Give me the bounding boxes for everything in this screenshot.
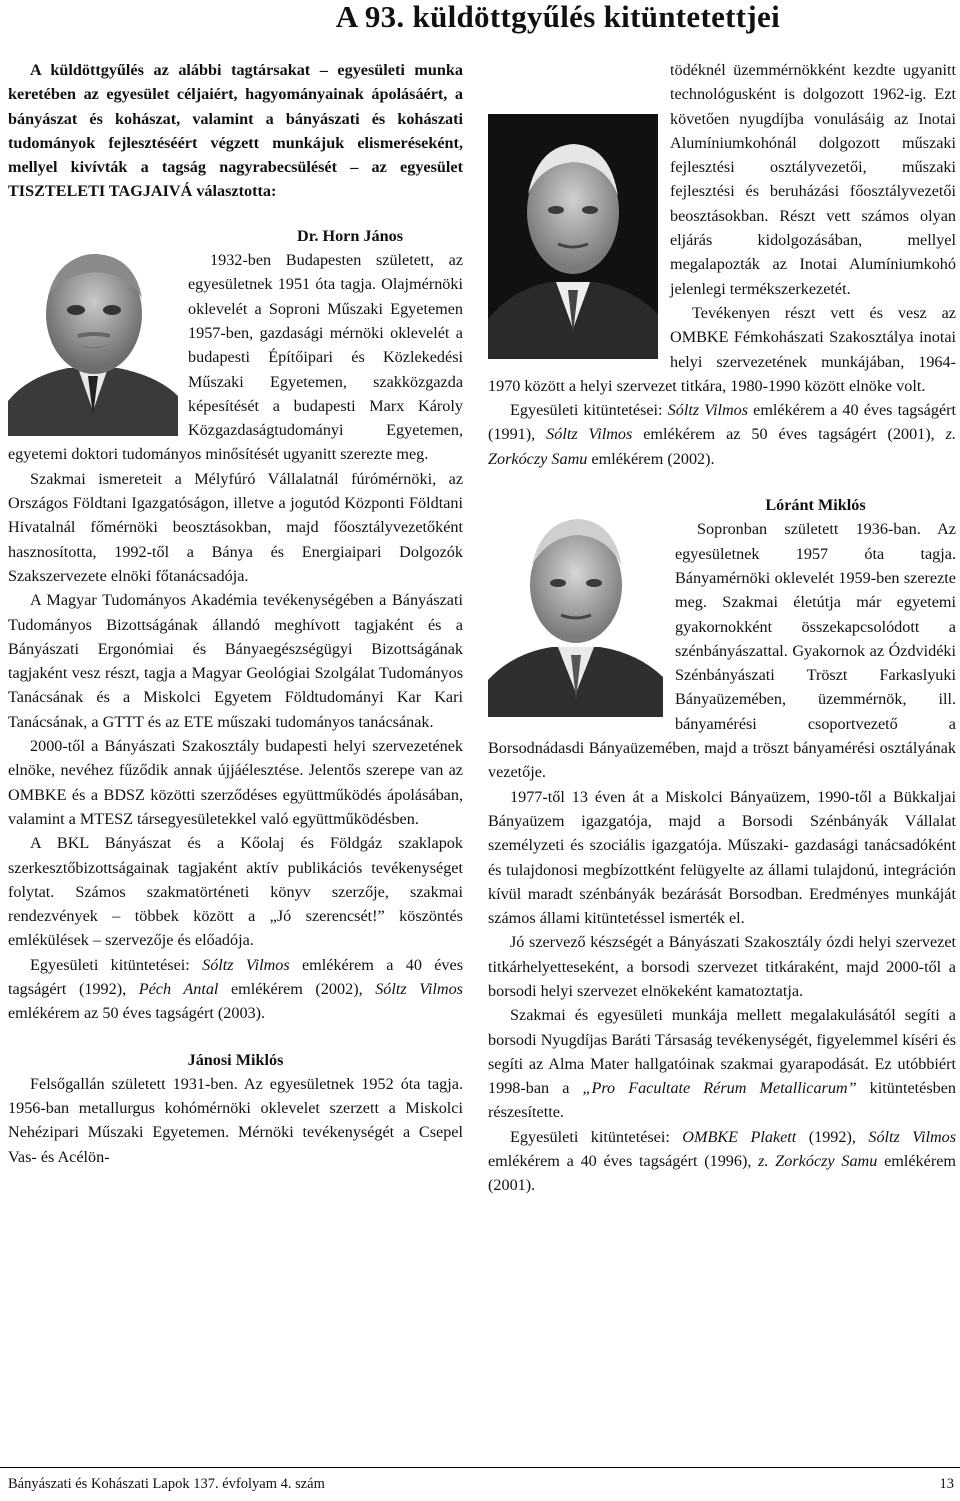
janosi-awards: Egyesületi kitüntetései: Sóltz Vilmos emlékérem a 40 éves tagságért (1991), Sóltz Vilmos emlékérem az 50 éves tagságért (2001), z. Zorkóczy Samu emlékérem (2002). <box>488 401 957 468</box>
portrait-horn-image <box>8 236 178 436</box>
right-column <box>488 58 956 1198</box>
janosi-paragraph-1-left: Felsőgallán született 1931-ben. Az egyesületnek 1952 óta tagja. 1956-ban metallurgus kohómérnöki oklevelet szerzett a Miskolci Nehézipari Műszaki Egyetemen. Mérnöki tevékenységét a Csepel Vas- és Acélön- <box>8 1074 463 1166</box>
name-lorant-miklos: Lóránt Miklós <box>765 496 866 515</box>
page-number: 13 <box>939 1476 954 1492</box>
portrait-lorant-image <box>488 495 663 717</box>
horn-awards: Egyesületi kitüntetései: Sóltz Vilmos emlékérem a 40 éves tagságért (1992), Péch Antal emlékérem (2002), Sóltz Vilmos emlékérem az 50 éves tagságért (2003). <box>8 955 463 1023</box>
horn-paragraph-3: A Magyar Tudományos Akadémia tevékenységében a Bányászati Tudományos Bizottságának állandó meghívott tagjaként és a Bányászati Ergonómiai és Bányaegészségügyi Bizottságának tagjaként vesz részt, tagja a Magyar Geológiai Szolgálat Tudományos Tanácsának és a Miskolci Egyetem Földtudományi Kar Kari Tanácsának, a GTTT és az ETE műszaki tudományos tanácsának. <box>8 591 463 731</box>
lorant-awards: Egyesületi kitüntetései: OMBKE Plakett (1992), Sóltz Vilmos emlékérem a 40 éves tagságért (1996), z. Zorkóczy Samu emlékérem (2001). <box>488 1127 957 1195</box>
name-horn-janos: Dr. Horn János <box>297 226 403 245</box>
lorant-paragraph-3: Jó szervező készségét a Bányászati Szakosztály ózdi helyi szervezet titkárhelyetteseként, a borsodi szervezet titkáraként, majd 2000-től a borsodi helyi szervezet elnökeként kamatoztatja. <box>488 933 956 1000</box>
portrait-janosi-miklos <box>488 114 658 359</box>
horn-paragraph-4: 2000-től a Bányászati Szakosztály budapesti helyi szervezetének elnöke, nevéhez fűződik annak újjáélesztése. Jelentős szerepe van az OMBKE és a BDSZ közötti szerződéses együttműködés ápolásában, valamint a MTESZ társegyesületekkel való együttműködésben. <box>8 737 463 828</box>
portrait-lorant-miklos <box>488 495 663 717</box>
footer-journal: Bányászati és Kohászati Lapok 137. évfolyam 4. szám <box>8 1476 325 1492</box>
footer-rule <box>0 1467 960 1468</box>
horn-paragraph-2: Szakmai ismereteit a Mélyfúró Vállalatnál fúrómérnöki, az Országos Földtani Igazgatóságon, illetve a jogutód Központi Földtani Hivatalnál főmérnöki beosztásokban, majd főosztályvezetőként hasznosította, 1992-től a Bánya és Energiaipari Dolgozók Szakszervezete elnöki főtanácsadója. <box>8 469 463 585</box>
horn-paragraph-1: 1932-ben Budapesten született, az egyesületnek 1951 óta tagja. Olajmérnöki oklevelét a Soproni Műszaki Egyetemen 1957-ben, gazdasági mérnöki oklevelét a budapesti Építőipari és Közlekedési Műszaki Egyetemen, szakközgazda képesítését a budapesti Marx Károly Közgazdaságtudományi Egyetemen, egyetemi doktori tudományos minősítését ugyanitt szerezte meg. <box>8 251 463 464</box>
name-janosi-miklos: Jánosi Miklós <box>187 1050 284 1069</box>
janosi-paragraph-1-right: tödéknél üzemmérnökként kezdte ugyanitt technológusként is dolgozott 1962-ig. Ezt követően nyugdíjba vonulásáig az Inotai Alumíniumkohónál dolgozott műszaki fejlesztési osztályvezetői, műszaki fejlesztési és beruházási főosztályvezetői beosztásokban. Részt vett számos olyan eljárás kidolgozásában, mellyel megalapozták az Inotai Alumíniumkohó jelenlegi termékszerkezetét. <box>670 61 956 298</box>
horn-paragraph-5: A BKL Bányászat és a Kőolaj és Földgáz szaklapok szerkesztőbizottságainak tagjaként aktív publikációs tevékenységet folytat. Számos szakmatörténeti könyv szerzője, szakmai rendezvények – többek között a „Jó szerencsét!” köszöntés emlékülések – szervezője és előadója. <box>8 834 463 950</box>
intro-paragraph: A küldöttgyűlés az alábbi tagtársakat – egyesületi munka keretében az egyesület céljaiért, hagyományainak ápolásáért, a bányászat és kohászat, valamint a bányászati és kohászati tudományok fejlesztéséért végzett munkájuk elismeréseként, mellyel kivívták a tagság nagyrabecsülését – az egyesület TISZTELETI TAGJAIVÁ választotta: <box>8 61 463 201</box>
lorant-paragraph-2: 1977-től 13 éven át a Miskolci Bányaüzem, 1990-től a Bükkaljai Bányaüzem igazgatója, majd a Borsodi Szénbányák Vállalat személyzeti és szociális igazgatója. Műszaki- gazdasági tanácsadóként és tulajdonosi megbízottként felügyelte az állami tulajdonú, integráción kívül maradt szénbányák bezárását Borsodban. Eredményes munkáját számos állami kitüntetéssel ismerték el. <box>488 787 956 928</box>
janosi-paragraph-2: Tevékenyen részt vett és vesz az OMBKE Fémkohászati Szakosztálya inotai helyi szervezetének munkájában, 1964-1970 között a helyi szervezet titkára, 1980-1990 között elnöke volt. <box>488 303 956 395</box>
page-title: A 93. küldöttgyűlés kitüntetettjei <box>335 0 780 34</box>
lorant-paragraph-1: Sopronban született 1936-ban. Az egyesületnek 1957 óta tagja. Bányamérnöki oklevelét 1959-ben szerezte meg. Szakmai életútja már egyetemi gyakornokként összekapcsolódott a szénbányászattal. Gyakornok az Ózdvidéki Szénbányászati Tröszt Farkaslyuki Bányaüzemében, üzemmérnök, ill. bányamérési csoportvezető a Borsodnádasdi Bányaüzemében, majd a tröszt bányamérési osztályának vezetője. <box>488 520 956 782</box>
portrait-horn-janos <box>8 236 178 436</box>
portrait-janosi-image <box>488 114 658 359</box>
lorant-paragraph-4: Szakmai és egyesületi munkája mellett megalakulásától segíti a borsodi Nyugdíjas Baráti Társaság tevékenységét, figyelemmel kíséri és segíti az Alma Mater hallgatóinak szakmai gyarapodását. Ez utóbbiért 1998-ban a „Pro Facultate Rérum Metallicarum” kitüntetésben részesítette. <box>488 1006 956 1122</box>
left-column <box>8 58 463 1169</box>
